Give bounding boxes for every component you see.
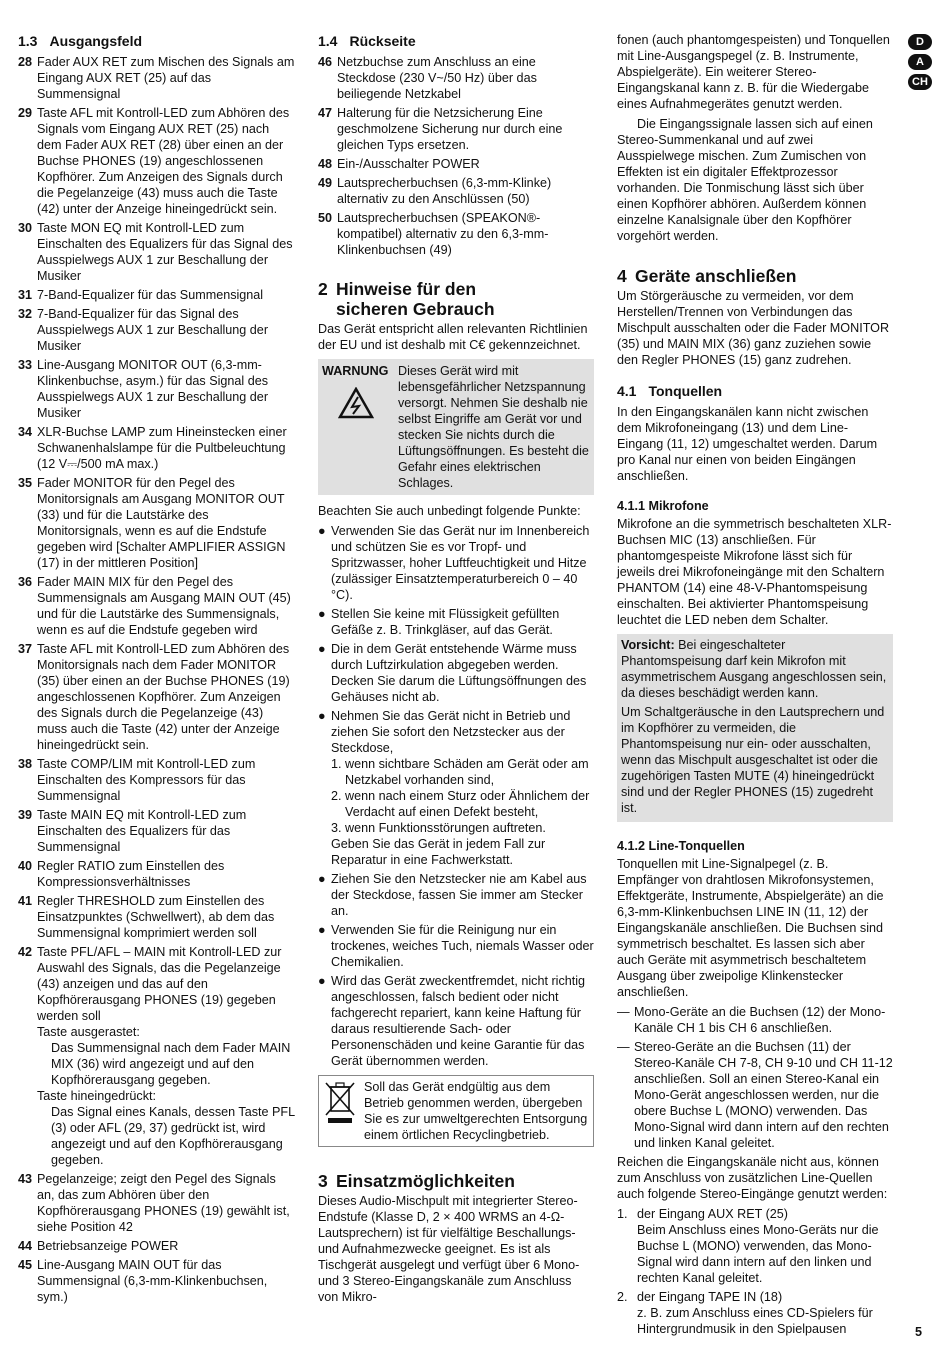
warning-box: [318, 359, 594, 495]
caution-text: Bei eingeschalteter Phantomspeisung darf kein Mikrofon mit asymmetrischem Ausgang angeschlossen sein, da dieses beschädigt werden kann.: [621, 638, 887, 700]
numbered-item: [617, 1206, 893, 1286]
list-item: [18, 641, 295, 753]
sub-label: Taste ausgerastet:: [37, 1025, 140, 1039]
bullet-text: Wird das Gerät zweckentfremdet, nicht richtig angeschlossen, falsch bedient oder nicht fachgerecht repariert, kann keine Haftung für daraus resultierende Sach- oder Personenschäden und keine Garantie für das Gerät übernommen werden.: [331, 974, 586, 1068]
item-text: 7-Band-Equalizer für das Summensignal: [37, 288, 264, 302]
language-badges: [908, 34, 932, 94]
item-number: 43: [18, 1172, 33, 1186]
item-text: Betriebsanzeige POWER: [37, 1239, 179, 1253]
item-number: 45: [18, 1258, 33, 1272]
bullet-icon: ●: [318, 872, 326, 886]
list-item: [18, 858, 295, 890]
list-item: [18, 306, 295, 354]
column-3: [617, 32, 893, 1337]
item-text: XLR-Buchse LAMP zum Hineinstecken einer Schwanenhalslampe für die Pultbeleuchtung (12 V⎓/500 mA max.): [37, 425, 287, 471]
section-number: 1.3: [18, 33, 38, 49]
section-heading-4-1-1: 4.1.1 Mikrofone: [617, 499, 709, 513]
bullet-text: Verwenden Sie für die Reinigung nur ein trockenes, weiches Tuch, niemals Wasser oder Chemikalien.: [331, 923, 594, 969]
item-text: der Eingang TAPE IN (18): [637, 1290, 783, 1304]
bullet-item: [318, 973, 594, 1069]
language-badge: D: [908, 34, 932, 50]
item-number: 32: [18, 307, 33, 321]
item-number: 40: [18, 859, 33, 873]
language-badge: CH: [908, 74, 932, 90]
section-number: 1.4: [318, 33, 338, 49]
item-number: 44: [18, 1239, 33, 1253]
section-title: Geräte anschließen: [635, 266, 797, 286]
list-item-42: [18, 944, 295, 1168]
item-text: 7-Band-Equalizer für das Signal des Ausspielwegs AUX 1 zur Beschallung der Musiker: [37, 307, 269, 353]
bullet-item: [318, 523, 594, 603]
section-text: Dieses Audio-Mischpult mit integrierter Stereo-Endstufe (Klasse D, 2 × 400 WRMS an 4-Ω-Lautsprechern) ist für vielfältige Beschallungs- und Aufnahmezwecke geeignet. Es ist als Tischgerät ausgelegt und verfügt über 6 Mono- und 3 Stereo-Eingangskanäle zum Anschluss von Mikro-: [318, 1194, 580, 1304]
item-number: 37: [18, 642, 33, 656]
item-number: 3.: [331, 821, 342, 835]
item-text: Regler RATIO zum Einstellen des Kompressionsverhältnisses: [37, 859, 225, 889]
item-text: Fader MONITOR für den Pegel des Monitorsignals am Ausgang MONITOR OUT (33) und für die Lautstärke des Monitorsignals, wenn es auf die Endstufe gegeben wird [Schalter AMPLIFIER ASSIGN (17) in der mittleren Position]: [37, 476, 286, 570]
item-subtext: z. B. zum Anschluss eines CD-Spielers für Hintergrundmusik in den Spielpausen: [637, 1306, 873, 1336]
dash-item-text: Mono-Geräte an die Buchsen (12) der Mono-Kanäle CH 1 bis CH 6 anschließen.: [634, 1005, 886, 1035]
list-item: [18, 220, 295, 284]
paragraph: Reichen die Eingangskanäle nicht aus, können zum Anschluss von zusätzlichen Line-Quellen auch folgende Stereo-Eingänge genutzt werden:: [617, 1155, 888, 1201]
list-item: [18, 287, 295, 303]
paragraph: fonen (auch phantomgespeisten) und Tonquellen mit Line-Ausgangspegel (z. B. Instrumente, Abspielgeräte). Ein weiterer Stereo-Eingangskanal kann z. B. für die Wiedergabe eines Aufnahmegerätes genutzt werden.: [617, 33, 890, 111]
item-number: 34: [18, 425, 33, 439]
bullet-text: Geben Sie das Gerät in jedem Fall zur Reparatur in eine Fachwerkstatt.: [331, 837, 546, 867]
section-number: 4: [617, 266, 627, 286]
bullet-icon: ●: [318, 974, 326, 988]
item-subtext: Beim Anschluss eines Mono-Geräts nur die Buchse L (MONO) verwenden, das Mono-Signal wird dann intern auf den linken und rechten Kanal geleitet.: [637, 1223, 879, 1285]
sub-text: Das Summensignal nach dem Fader MAIN MIX (36) wird angezeigt und auf den Kopfhörerausgang gegeben.: [51, 1041, 291, 1087]
column-1: [18, 32, 295, 1308]
list-item: [18, 807, 295, 855]
sub-label: Taste hineingedrückt:: [37, 1089, 157, 1103]
numbered-item: [331, 820, 594, 836]
warning-text: Dieses Gerät wird mit lebensgefährlicher Netzspannung versorgt. Nehmen Sie deshalb nie selbst Eingriffe am Gerät vor und stecken Sie nichts durch die Lüftungsöffnungen. Es besteht die Gefahr eines elektrischen Schlages.: [398, 364, 589, 490]
recycling-box: [318, 1075, 594, 1147]
bullet-text: Verwenden Sie das Gerät nur im Innenbereich und schützen Sie es vor Tropf- und Spritzwasser, hoher Luftfeuchtigkeit und Hitze (zulässiger Einsatztemperaturbereich 0 – 40 °C).: [331, 524, 590, 602]
section-heading-4-1-2: 4.1.2 Line-Tonquellen: [617, 839, 745, 853]
item-list: [18, 54, 295, 941]
list-item: [18, 475, 295, 571]
bullet-icon: ●: [318, 607, 326, 621]
section-heading-1-4: [318, 32, 594, 50]
item-number: 1.: [617, 1207, 628, 1221]
caution-label: Vorsicht:: [621, 638, 675, 652]
bullet-icon: ●: [318, 524, 326, 538]
item-number: 2.: [617, 1290, 628, 1304]
high-voltage-icon: [338, 387, 374, 419]
item-text: Lautsprecherbuchsen (SPEAKON®-kompatibel) alternativ zu den 6,3-mm-Klinkenbuchsen (49): [337, 211, 549, 257]
list-item: [18, 574, 295, 638]
item-number: 2.: [331, 789, 342, 803]
list-item: [18, 424, 295, 472]
section-title-line-1: Hinweise für den: [336, 279, 477, 299]
item-text: Regler THRESHOLD zum Einstellen des Einsatzpunktes (Schwellwert), ab dem das Summensignal komprimiert werden soll: [37, 894, 275, 940]
numbered-item: [617, 1289, 893, 1337]
list-item: [18, 893, 295, 941]
item-number: 46: [318, 55, 333, 69]
list-item: [318, 105, 594, 153]
section-intro: Das Gerät entspricht allen relevanten Richtlinien der EU und ist deshalb mit C€ gekennzeichnet.: [318, 322, 588, 352]
item-number: 50: [318, 211, 333, 225]
caution-box: [617, 634, 893, 822]
list-item: [318, 175, 594, 207]
bullet-icon: ●: [318, 709, 326, 723]
numbered-item: [331, 756, 594, 788]
item-number: 29: [18, 106, 33, 120]
item-text: Ein-/Ausschalter POWER: [337, 157, 480, 171]
section-heading-4: [617, 266, 893, 286]
item-text: Fader MAIN MIX für den Pegel des Summensignals am Ausgang MAIN OUT (45) und für die Lautstärke des Summensignals, wenn es auf die Endstufe gegeben wird: [37, 575, 291, 637]
item-text: Taste AFL mit Kontroll-LED zum Abhören des Signals vom Eingang AUX RET (25) nach dem Fader AUX RET (28) über einen an der Buchse PHONES (19) angeschlossenen Kopfhörer. Zum Anzeigen des Signals durch die Pegelanzeige (43) muss auch die Taste (42) unter der Anzeige hineingedrückt sein.: [37, 106, 290, 216]
section-title: Einsatzmöglichkeiten: [336, 1171, 515, 1191]
item-number: 42: [18, 945, 33, 959]
section-text: In den Eingangskanälen kann nicht zwischen dem Mikrofoneingang (13) und dem Line-Eingang (11, 12) umgeschaltet werden. Darum pro Kanal nur einen von beiden Eingängen anschließen.: [617, 405, 878, 483]
item-text: Pegelanzeige; zeigt den Pegel des Signals an, das zum Abhören über den Kopfhörerausgang PHONES (19) gewählt ist, siehe Position 42: [37, 1172, 290, 1234]
section-heading-1-3: [18, 32, 295, 50]
recycling-text: Soll das Gerät endgültig aus dem Betrieb genommen werden, übergeben Sie es zur umweltgerechten Entsorgung einem örtlichen Recyclingbetrieb.: [364, 1080, 588, 1142]
paragraph: Die Eingangssignale lassen sich auf einen Stereo-Summenkanal und auf zwei Ausspielwege mischen. Zum Zumischen von Effekten ist ein digitaler Effektprozessor vorhanden. Die Tonmischung lässt sich über einen Kopfhörer abhören. Außerdem können einzelne Kanalsignale über den Kopfhörer vorgehört werden.: [617, 117, 873, 243]
item-number: 31: [18, 288, 33, 302]
caution-text: Um Schaltgeräusche in den Lautsprechern und im Kopfhörer zu vermeiden, die Phantomspeisung nur ein- oder ausschalten, wenn das Mischpult ausgeschaltet ist oder die zugehörigen Tasten MUTE (4) hineingedrückt sind und der Regler PHONES (15) zugedreht ist.: [621, 705, 885, 815]
list-item: [18, 756, 295, 804]
item-number: 49: [318, 176, 333, 190]
bullet-icon: ●: [318, 642, 326, 656]
page-number: 5: [915, 1325, 923, 1339]
section-text: Tonquellen mit Line-Signalpegel (z. B. Empfänger von drahtlosen Mikrofonsystemen, Effektgeräte, Instrumente, Abspielgeräte) an die 6,3-mm-Klinkenbuchsen LINE IN (11, 12) der Eingangskanäle anschließen. Die Buchsen sind symmetrisch beschaltet. Es lassen sich aber auch Geräte mit asymmetrisch beschaltetem Ausgang über zweipolige Klinkenstecker anschließen.: [617, 857, 884, 999]
list-item: [18, 1238, 295, 1254]
crossed-bin-icon: [322, 1079, 358, 1125]
item-number: 33: [18, 358, 33, 372]
item-text: wenn nach einem Sturz oder Ähnlichem der Verdacht auf einen Defekt besteht,: [345, 789, 590, 819]
section-number: 2: [318, 279, 328, 299]
list-item: [18, 54, 295, 102]
item-list: [318, 54, 594, 258]
item-number: 35: [18, 476, 33, 490]
language-badge: A: [908, 54, 932, 70]
bullet-text: Nehmen Sie das Gerät nicht in Betrieb und ziehen Sie sofort den Netzstecker aus der Steckdose,: [331, 709, 571, 755]
bullet-item: [318, 922, 594, 970]
item-number: 30: [18, 221, 33, 235]
bullet-item: [318, 708, 594, 868]
item-text: der Eingang AUX RET (25): [637, 1207, 788, 1221]
list-item: [18, 1171, 295, 1235]
list-item: [18, 357, 295, 421]
section-heading-2: [318, 279, 594, 319]
dash-item: — Mono-Geräte an die Buchsen (12) der Mono-Kanäle CH 1 bis CH 6 anschließen.: [617, 1004, 893, 1036]
section-text: Um Störgeräusche zu vermeiden, vor dem Herstellen/Trennen von Verbindungen das Mischpult ausschalten oder die Fader MONITOR (35) und MAIN MIX (36) ganz zuziehen sowie den Regler PHONES (15) ganz zudrehen.: [617, 289, 890, 367]
item-text: Line-Ausgang MAIN OUT für das Summensignal (6,3-mm-Klinkenbuchsen, sym.): [37, 1258, 268, 1304]
item-number: 39: [18, 808, 33, 822]
item-text: Taste MON EQ mit Kontroll-LED zum Einschalten des Equalizers für das Signal des Ausspielwegs AUX 1 zur Beschallung der Musiker: [37, 221, 293, 283]
section-text: Mikrofone an die symmetrisch beschalteten XLR-Buchsen MIC (13) anschließen. Für phantomgespeiste Mikrofone lässt sich für jeweils drei Mikrofoneingänge mit den Schaltern PHANTOM (14) eine 48-V-Phantomspeisung einschalten. Bei aktivierter Phantomspeisung leuchtet die LED neben dem Schalter.: [617, 517, 892, 627]
item-number: 48: [318, 157, 333, 171]
numbered-item: [331, 788, 594, 820]
list-item: [18, 1257, 295, 1305]
item-number: 28: [18, 55, 33, 69]
item-number: 41: [18, 894, 33, 908]
item-list-end: [18, 1171, 295, 1305]
bullet-text: Stellen Sie keine mit Flüssigkeit gefüllten Gefäße z. B. Trinkgläser, auf das Gerät.: [331, 607, 560, 637]
bullet-text: Ziehen Sie den Netzstecker nie am Kabel aus der Steckdose, fassen Sie immer am Stecker an.: [331, 872, 587, 918]
list-item: [318, 210, 594, 258]
section-title: Rückseite: [349, 33, 416, 49]
item-text: Taste PFL/AFL – MAIN mit Kontroll-LED zur Auswahl des Signals, das die Pegelanzeige (43) anzeigen und das auf den Kopfhörerausgang PHONES (19) gegeben werden soll: [37, 945, 282, 1023]
item-text: Lautsprecherbuchsen (6,3-mm-Klinke) alternativ zu den Anschlüssen (50): [337, 176, 552, 206]
item-text: wenn Funktionsstörungen auftreten.: [345, 821, 546, 835]
item-text: Taste AFL mit Kontroll-LED zum Abhören des Monitorsignals nach dem Fader MONITOR (35) über einen an der Buchse PHONES (19) angeschlossenen Kopfhörer. Zum Anzeigen des Signals durch die Pegelanzeige (43) muss auch die Taste (42) unter der Anzeige hineingedrückt sein.: [37, 642, 290, 752]
item-text: Netzbuchse zum Anschluss an eine Steckdose (230 V~/50 Hz) über das beiliegende Netzkabel: [337, 55, 537, 101]
list-item: [318, 54, 594, 102]
item-text: Taste MAIN EQ mit Kontroll-LED zum Einschalten des Equalizers für das Summensignal: [37, 808, 247, 854]
item-text: Line-Ausgang MONITOR OUT (6,3-mm-Klinkenbuchse, asym.) für das Signal des Ausspielwegs AUX 1 zur Beschallung der Musiker: [37, 358, 269, 420]
bullet-list: [318, 871, 594, 1069]
numbered-list: [331, 756, 594, 836]
section-number: 4.1: [617, 383, 637, 399]
item-text: Fader AUX RET zum Mischen des Signals am Eingang AUX RET (25) auf das Summensignal: [37, 55, 295, 101]
notice-intro: Beachten Sie auch unbedingt folgende Punkte:: [318, 504, 581, 518]
bullet-icon: ●: [318, 923, 326, 937]
list-item: [18, 105, 295, 217]
bullet-item: [318, 606, 594, 638]
bullet-item: [318, 871, 594, 919]
section-title: Tonquellen: [648, 383, 723, 399]
dash-item-text: Stereo-Geräte an die Buchsen (11) der Stereo-Kanäle CH 7-8, CH 9-10 und CH 11-12 anschließen. Soll an einen Stereo-Kanal ein Mono-Gerät angeschlossen werden, nur die obere Buchse L (MONO) verwenden. Das Mono-Signal wird dann intern auf den rechten und linken Kanal geleitet.: [634, 1040, 893, 1150]
item-number: 36: [18, 575, 33, 589]
bullet-text: Die in dem Gerät entstehende Wärme muss durch Luftzirkulation abgegeben werden. Decken Sie darum die Lüftungsöffnungen des Gehäuses nicht ab.: [331, 642, 587, 704]
list-item: [318, 156, 594, 172]
item-text: wenn sichtbare Schäden am Gerät oder am Netzkabel vorhanden sind,: [345, 757, 589, 787]
item-number: 47: [318, 106, 333, 120]
item-number: 38: [18, 757, 33, 771]
section-heading-4-1: [617, 382, 893, 400]
column-2: [318, 32, 594, 1309]
section-title-line-2: sicheren Gebrauch: [336, 299, 495, 319]
bullet-item: [318, 641, 594, 705]
warning-label: WARNUNG: [322, 364, 389, 378]
section-number: 3: [318, 1171, 328, 1191]
bullet-list: [318, 523, 594, 705]
item-number: 1.: [331, 757, 342, 771]
item-text: Halterung für die Netzsicherung Eine geschmolzene Sicherung nur durch eine gleichen Typs ersetzen.: [337, 106, 563, 152]
item-text: Taste COMP/LIM mit Kontroll-LED zum Einschalten des Kompressors für das Summensignal: [37, 757, 256, 803]
section-title: Ausgangsfeld: [49, 33, 143, 49]
sub-text: Das Signal eines Kanals, dessen Taste PFL (3) oder AFL (29, 37) gedrückt ist, wird angezeigt und auf den Kopfhörerausgang gegeben.: [51, 1105, 295, 1167]
dash-item: — Stereo-Geräte an die Buchsen (11) der Stereo-Kanäle CH 7-8, CH 9-10 und CH 11-12 anschließen. Soll an einen Stereo-Kanal ein Mono-Gerät angeschlossen werden, nur die obere Buchse L (MONO) verwenden. Das Mono-Signal wird dann intern auf den rechten und linken Kanal geleitet.: [617, 1040, 893, 1150]
section-heading-3: [318, 1171, 594, 1191]
